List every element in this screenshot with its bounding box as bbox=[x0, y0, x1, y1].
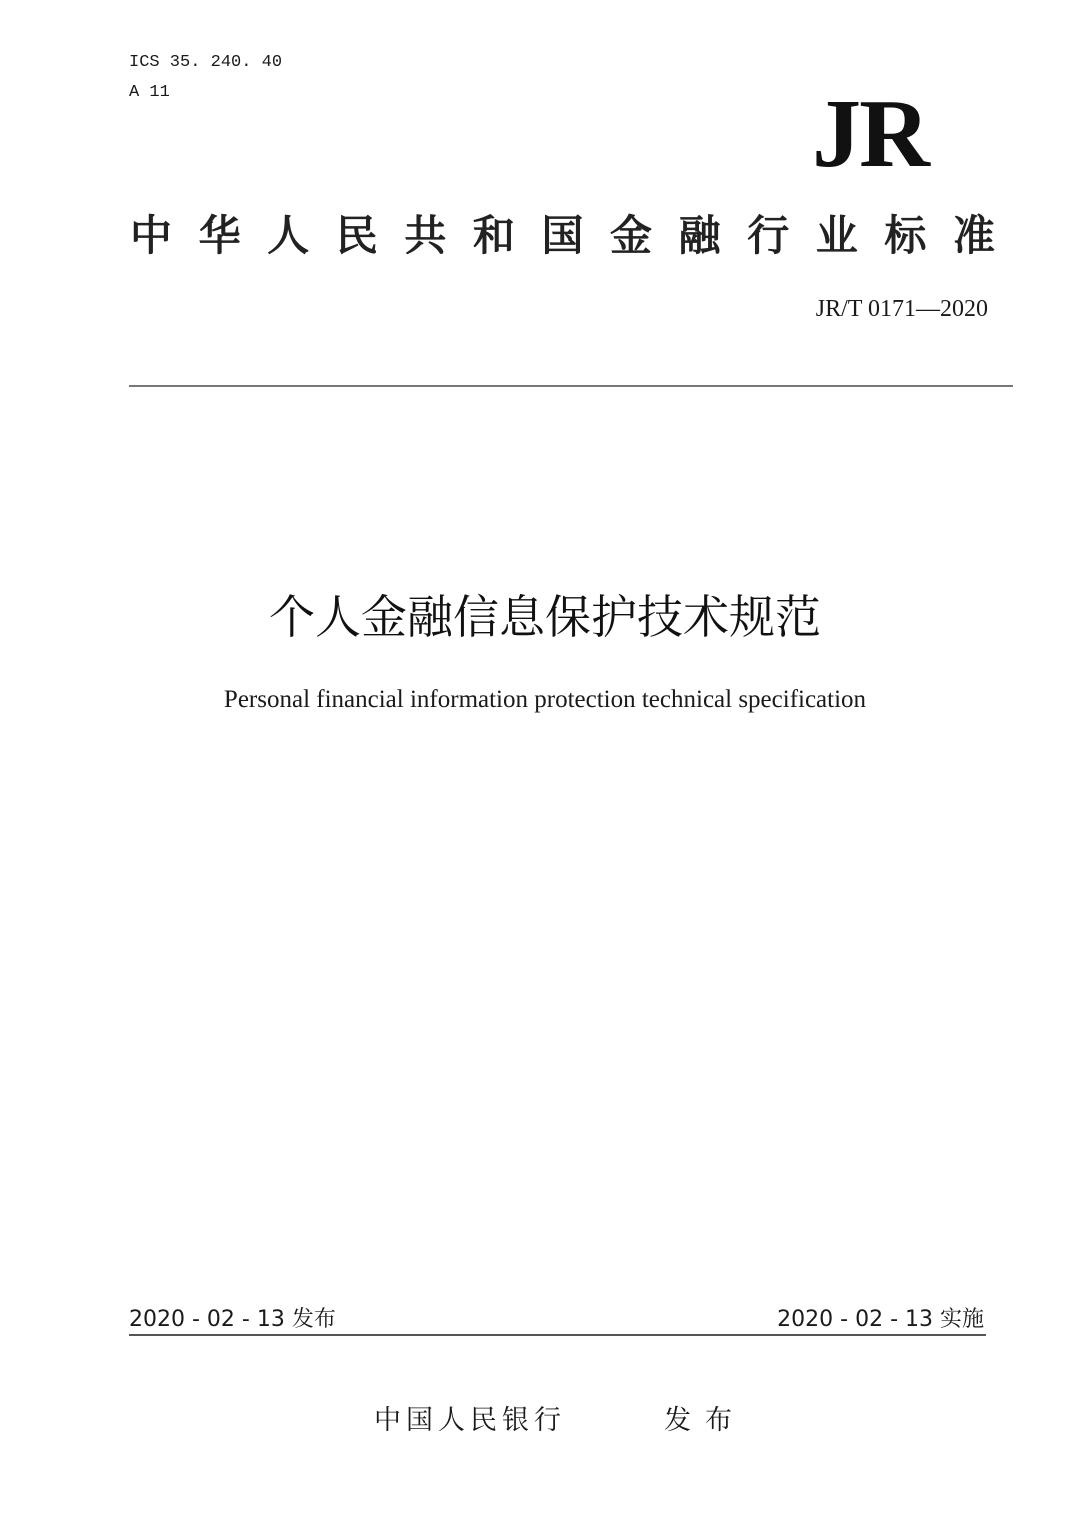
implementation-date: 2020 - 02 - 13 实施 bbox=[777, 1307, 984, 1332]
issuer-name: 中国人民银行 bbox=[374, 1405, 566, 1436]
jr-logo: JR bbox=[812, 80, 928, 188]
document-title-english: Personal financial information protection technical specification bbox=[223, 686, 867, 713]
ics-code: ICS 35. 240. 40 bbox=[129, 53, 283, 72]
standard-code: JR/T 0171—2020 bbox=[815, 296, 988, 322]
title-char: 共 bbox=[404, 211, 447, 260]
title-char: 民 bbox=[335, 211, 378, 260]
bottom-divider bbox=[129, 1334, 986, 1336]
issue-label: 发布 bbox=[664, 1405, 746, 1436]
title-char: 国 bbox=[541, 211, 584, 260]
title-char: 融 bbox=[678, 211, 721, 260]
title-char: 准 bbox=[952, 211, 995, 260]
title-char: 标 bbox=[884, 211, 927, 260]
issue-date: 2020 - 02 - 13 发布 bbox=[129, 1307, 336, 1332]
title-char: 中 bbox=[130, 211, 173, 260]
document-title: 个人金融信息保护技术规范 bbox=[269, 590, 821, 644]
standard-category-title bbox=[130, 208, 995, 264]
top-divider bbox=[129, 385, 1013, 387]
title-char: 和 bbox=[472, 211, 515, 260]
title-char: 金 bbox=[610, 211, 653, 260]
classification-code: A 11 bbox=[129, 83, 170, 102]
title-char: 人 bbox=[267, 211, 310, 260]
title-char: 行 bbox=[747, 211, 790, 260]
title-char: 华 bbox=[198, 211, 241, 260]
title-char: 业 bbox=[815, 211, 858, 260]
